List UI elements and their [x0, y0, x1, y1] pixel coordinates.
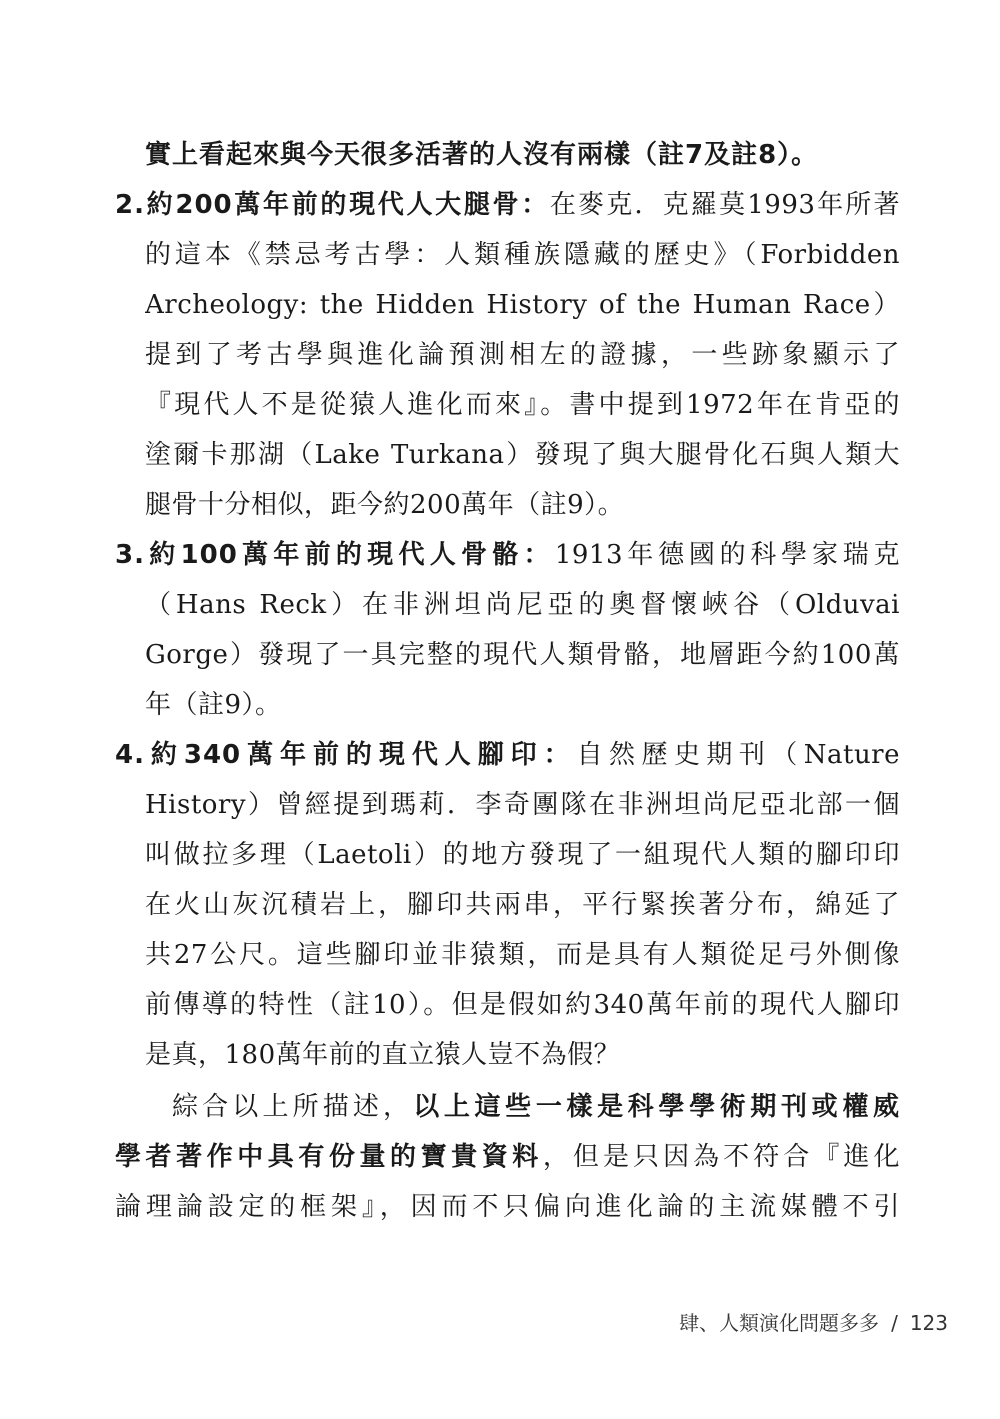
- item-3-heading: 3.約100萬年前的現代人骨骼：: [115, 540, 555, 570]
- item-3-line-4: [145, 680, 900, 730]
- item-2-heading: 2.約200萬年前的現代人大腿骨：: [115, 190, 550, 220]
- item-4-line-2: [145, 780, 900, 830]
- text-segment: 綜合以上所描述，: [172, 1092, 414, 1122]
- text-segment: 『現代人不是從猿人進化而來』。書中提到1972年在肯亞的: [145, 390, 900, 420]
- paragraph-2-line-1: [172, 1082, 900, 1132]
- item-4-line-5: [145, 930, 900, 980]
- item-2-line-6: [145, 430, 900, 480]
- text-line-1: [145, 130, 900, 180]
- page-footer: [679, 1308, 948, 1338]
- chapter-title: 肆、人類演化問題多多: [679, 1311, 880, 1335]
- text-segment: History）曾經提到瑪莉．李奇團隊在非洲坦尚尼亞北部一個: [145, 790, 900, 820]
- text-segment: 是真，180萬年前的直立猿人豈不為假？: [145, 1040, 621, 1070]
- item-2-line-2: [145, 230, 900, 280]
- text-segment: 共27公尺。這些腳印並非猿類，而是具有人類從足弓外側像: [145, 940, 900, 970]
- text-segment: 年（註9）。: [145, 690, 282, 720]
- text-segment: 提到了考古學與進化論預測相左的證據，一些跡象顯示了: [145, 340, 900, 370]
- paragraph-2-line-3: [115, 1182, 900, 1232]
- item-2-line-3: [145, 280, 900, 330]
- text-segment: 自然歷史期刊（Nature: [576, 740, 900, 770]
- text-segment: （Hans Reck）在非洲坦尚尼亞的奧督懷峽谷（Olduvai: [145, 590, 900, 620]
- text-segment: 腿骨十分相似，距今約200萬年（註9）。: [145, 490, 625, 520]
- item-4-line-7: [145, 1030, 900, 1080]
- text-segment: 在麥克．克羅莫1993年所著: [549, 190, 900, 220]
- text-segment: 叫做拉多理（Laetoli）的地方發現了一組現代人類的腳印印: [145, 840, 900, 870]
- footer-separator: /: [891, 1311, 898, 1335]
- text-segment: 在火山灰沉積岩上，腳印共兩串，平行緊挨著分布，綿延了: [145, 890, 900, 920]
- item-4-line-6: [145, 980, 900, 1030]
- item-4-line-3: [145, 830, 900, 880]
- text-segment: 塗爾卡那湖（Lake Turkana）發現了與大腿骨化石與人類大: [145, 440, 900, 470]
- item-2-line-1: [115, 180, 900, 230]
- item-4-heading: 4.約340萬年前的現代人腳印：: [115, 740, 577, 770]
- emphasis-text: 學者著作中具有份量的寶貴資料: [115, 1142, 543, 1172]
- text-segment: Archeology: the Hidden History of the Human Race）: [145, 290, 900, 320]
- item-2-line-7: [145, 480, 900, 530]
- text-segment: Gorge）發現了一具完整的現代人類骨骼，地層距今約100萬: [145, 640, 900, 670]
- item-3-line-1: [115, 530, 900, 580]
- emphasis-text: 以上這些一樣是科學學術期刊或權威: [413, 1092, 900, 1122]
- item-3-line-2: [145, 580, 900, 630]
- text-segment: 1913年德國的科學家瑞克: [554, 540, 900, 570]
- text-segment: 前傳導的特性（註10）。但是假如約340萬年前的現代人腳印: [145, 990, 900, 1020]
- page-number: 123: [909, 1311, 948, 1335]
- item-2-line-4: [145, 330, 900, 380]
- text-segment: 論理論設定的框架』，因而不只偏向進化論的主流媒體不引: [115, 1192, 900, 1222]
- item-2-line-5: [145, 380, 900, 430]
- paragraph-2-line-2: [115, 1132, 900, 1182]
- text-segment: 實上看起來與今天很多活著的人沒有兩樣（註7及註8）。: [145, 140, 819, 170]
- text-segment: ，但是只因為不符合『進化: [542, 1142, 900, 1172]
- item-4-line-1: [115, 730, 900, 780]
- item-4-line-4: [145, 880, 900, 930]
- item-3-line-3: [145, 630, 900, 680]
- text-segment: 的這本《禁忌考古學：人類種族隱藏的歷史》（Forbidden: [145, 240, 900, 270]
